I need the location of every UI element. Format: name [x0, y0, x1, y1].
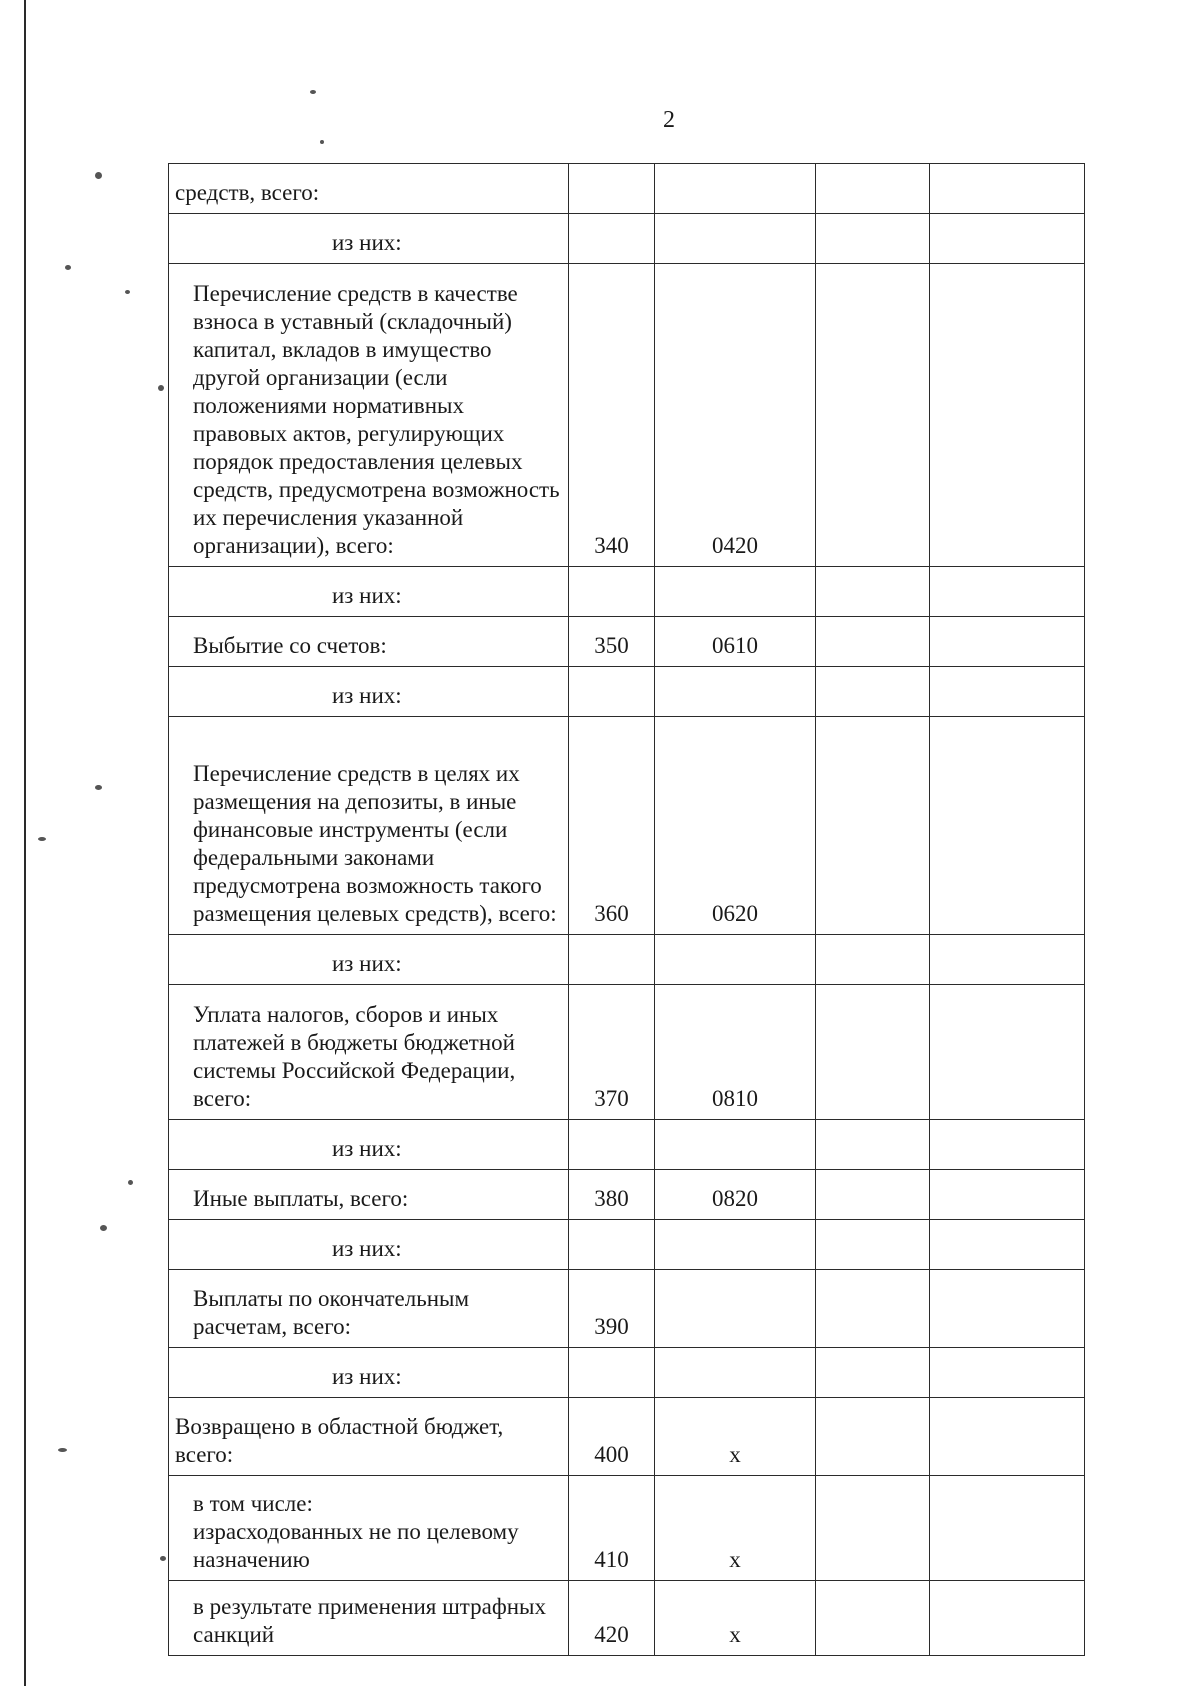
- table-row: [169, 567, 1085, 617]
- row-empty-cell: [930, 717, 1085, 935]
- row-label: из них:: [169, 1348, 569, 1398]
- row-code: [569, 567, 655, 617]
- row-empty-cell: [816, 567, 930, 617]
- row-label: из них:: [169, 567, 569, 617]
- row-empty-cell: [816, 1476, 930, 1581]
- row-label: из них:: [169, 935, 569, 985]
- row-kosgu-code: x: [655, 1581, 816, 1656]
- row-empty-cell: [816, 935, 930, 985]
- scan-speck: [100, 1225, 107, 1231]
- row-code: [569, 1220, 655, 1270]
- row-empty-cell: [816, 1348, 930, 1398]
- row-empty-cell: [930, 1476, 1085, 1581]
- row-empty-cell: [930, 1348, 1085, 1398]
- row-code: 410: [569, 1476, 655, 1581]
- table-row: [169, 264, 1085, 567]
- row-kosgu-code: x: [655, 1476, 816, 1581]
- scan-speck: [160, 1556, 166, 1561]
- row-empty-cell: [930, 667, 1085, 717]
- row-empty-cell: [930, 1581, 1085, 1656]
- row-label: Иные выплаты, всего:: [169, 1170, 569, 1220]
- scan-speck: [58, 1448, 67, 1452]
- row-kosgu-code: [655, 164, 816, 214]
- row-empty-cell: [816, 1581, 930, 1656]
- table-row: [169, 1170, 1085, 1220]
- row-code: [569, 935, 655, 985]
- report-table-body: [169, 164, 1085, 1656]
- row-empty-cell: [930, 1170, 1085, 1220]
- table-row: [169, 214, 1085, 264]
- scan-speck: [38, 837, 46, 841]
- table-row: [169, 164, 1085, 214]
- row-label: в результате применения штрафных санкций: [169, 1581, 569, 1656]
- row-empty-cell: [816, 717, 930, 935]
- table-row: [169, 1581, 1085, 1656]
- row-code: 340: [569, 264, 655, 567]
- scan-speck: [320, 140, 324, 144]
- row-label: Уплата налогов, сборов и иных платежей в бюджеты бюджетной системы Российской Федерации, всего:: [169, 985, 569, 1120]
- row-empty-cell: [930, 567, 1085, 617]
- row-code: 350: [569, 617, 655, 667]
- row-code: [569, 164, 655, 214]
- row-code: 380: [569, 1170, 655, 1220]
- row-empty-cell: [816, 264, 930, 567]
- row-code: [569, 214, 655, 264]
- row-empty-cell: [816, 667, 930, 717]
- row-kosgu-code: [655, 1348, 816, 1398]
- row-kosgu-code: [655, 1220, 816, 1270]
- row-empty-cell: [816, 1398, 930, 1476]
- row-kosgu-code: 0620: [655, 717, 816, 935]
- row-kosgu-code: [655, 1270, 816, 1348]
- row-label: Выплаты по окончательным расчетам, всего:: [169, 1270, 569, 1348]
- scan-speck: [95, 172, 102, 179]
- table-row: [169, 667, 1085, 717]
- row-label: из них:: [169, 1220, 569, 1270]
- row-kosgu-code: 0810: [655, 985, 816, 1120]
- row-kosgu-code: 0610: [655, 617, 816, 667]
- row-code: 420: [569, 1581, 655, 1656]
- row-empty-cell: [816, 1270, 930, 1348]
- row-label: из них:: [169, 1120, 569, 1170]
- row-code: [569, 667, 655, 717]
- row-empty-cell: [816, 1120, 930, 1170]
- row-empty-cell: [930, 985, 1085, 1120]
- row-label: Возвращено в областной бюджет, всего:: [169, 1398, 569, 1476]
- row-kosgu-code: x: [655, 1398, 816, 1476]
- row-label: Выбытие со счетов:: [169, 617, 569, 667]
- row-kosgu-code: [655, 214, 816, 264]
- table-row: [169, 1220, 1085, 1270]
- report-table: [168, 163, 1085, 1656]
- row-code: [569, 1348, 655, 1398]
- row-code: 370: [569, 985, 655, 1120]
- row-empty-cell: [930, 214, 1085, 264]
- row-empty-cell: [816, 214, 930, 264]
- page-number: 2: [663, 107, 675, 133]
- table-row: [169, 717, 1085, 935]
- row-label: из них:: [169, 667, 569, 717]
- row-code: 390: [569, 1270, 655, 1348]
- row-code: [569, 1120, 655, 1170]
- table-row: [169, 985, 1085, 1120]
- row-label: в том числе: израсходованных не по целевому назначению: [169, 1476, 569, 1581]
- table-row: [169, 1270, 1085, 1348]
- scan-speck: [125, 290, 130, 294]
- scan-speck: [65, 265, 71, 270]
- scan-speck: [95, 785, 102, 790]
- row-empty-cell: [930, 1398, 1085, 1476]
- scan-edge-line: [24, 0, 26, 1686]
- row-kosgu-code: [655, 935, 816, 985]
- row-empty-cell: [930, 164, 1085, 214]
- row-kosgu-code: 0420: [655, 264, 816, 567]
- row-label: Перечисление средств в качестве взноса в уставный (складочный) капитал, вкладов в имущество другой организации (если положениями нормативных правовых актов, регулирующих порядок предоставления целевых средств, предусмотрена возможность их перечисления указанной организации), всего:: [169, 264, 569, 567]
- row-label: Перечисление средств в целях их размещения на депозиты, в иные финансовые инструменты (если федеральными законами предусмотрена возможность такого размещения целевых средств), всего:: [169, 717, 569, 935]
- table-row: [169, 1476, 1085, 1581]
- row-empty-cell: [930, 617, 1085, 667]
- row-empty-cell: [930, 1120, 1085, 1170]
- row-label: из них:: [169, 214, 569, 264]
- scan-speck: [310, 90, 316, 94]
- row-kosgu-code: [655, 667, 816, 717]
- row-kosgu-code: 0820: [655, 1170, 816, 1220]
- row-empty-cell: [816, 1220, 930, 1270]
- table-row: [169, 1120, 1085, 1170]
- row-label: средств, всего:: [169, 164, 569, 214]
- row-kosgu-code: [655, 1120, 816, 1170]
- scan-speck: [128, 1180, 133, 1185]
- row-empty-cell: [930, 1220, 1085, 1270]
- table-row: [169, 1398, 1085, 1476]
- table-row: [169, 1348, 1085, 1398]
- row-empty-cell: [816, 164, 930, 214]
- row-empty-cell: [930, 264, 1085, 567]
- row-code: 360: [569, 717, 655, 935]
- row-empty-cell: [816, 1170, 930, 1220]
- row-empty-cell: [930, 935, 1085, 985]
- row-code: 400: [569, 1398, 655, 1476]
- scan-speck: [158, 385, 164, 391]
- table-row: [169, 935, 1085, 985]
- table-row: [169, 617, 1085, 667]
- row-empty-cell: [930, 1270, 1085, 1348]
- row-kosgu-code: [655, 567, 816, 617]
- row-empty-cell: [816, 985, 930, 1120]
- row-empty-cell: [816, 617, 930, 667]
